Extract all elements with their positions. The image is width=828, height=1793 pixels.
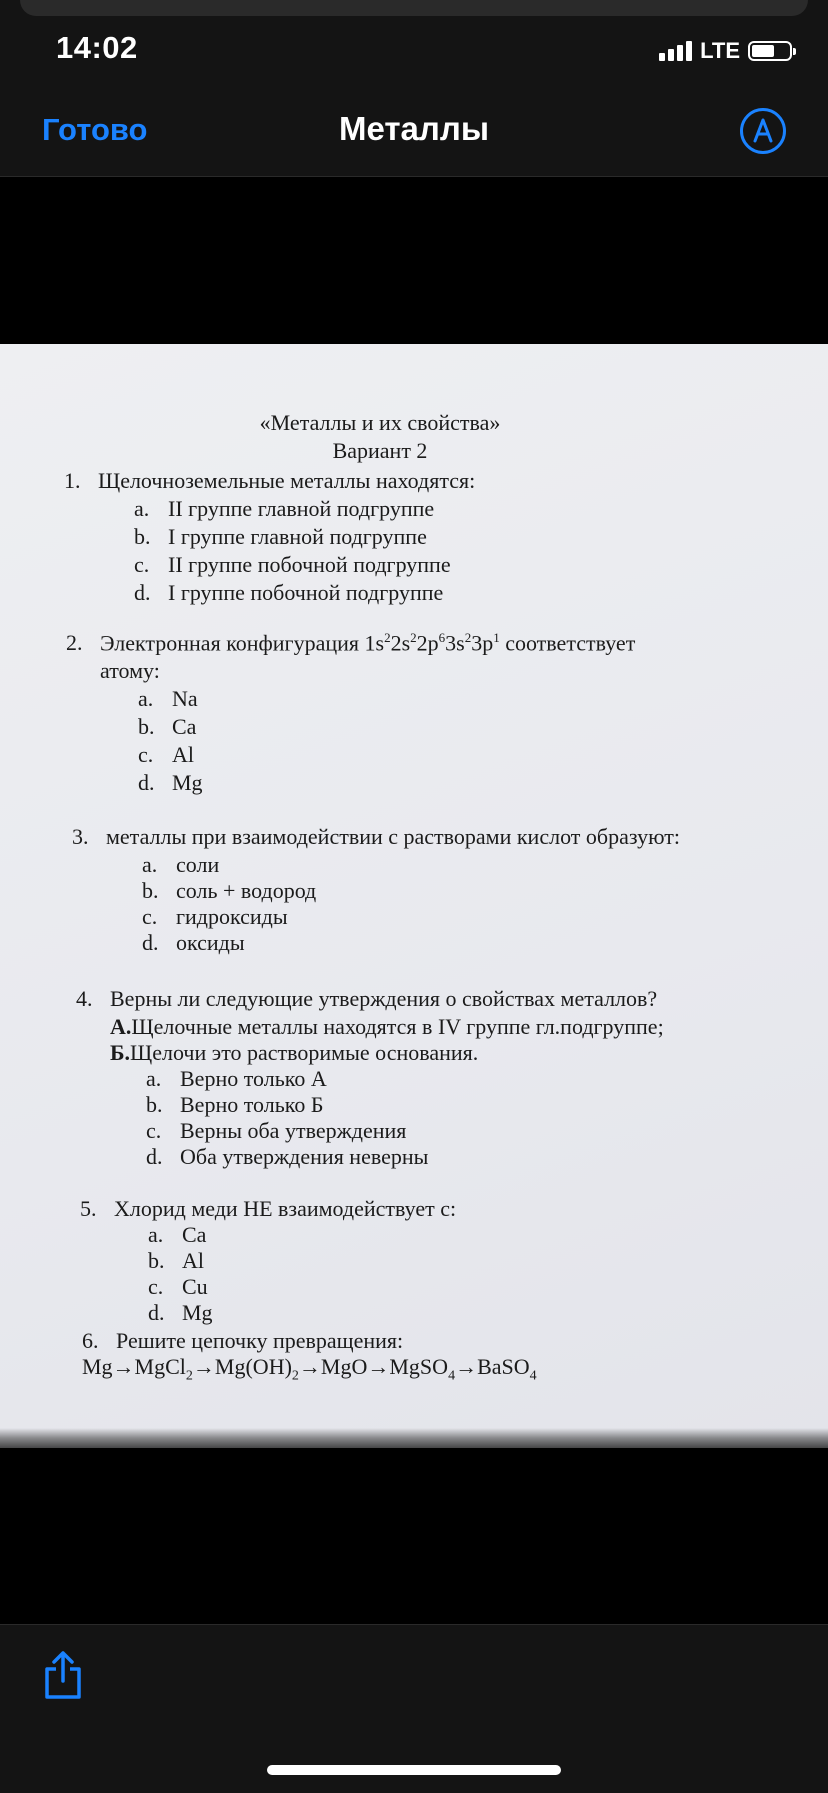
- page-title: Металлы: [338, 110, 490, 147]
- statement-b: [110, 1040, 478, 1066]
- statement-a-label: А.: [110, 1014, 132, 1039]
- question-text: Щелочноземельные металлы находятся:: [98, 468, 476, 493]
- option-letter: b.: [134, 524, 151, 549]
- option-letter: a.: [134, 496, 150, 521]
- status-indicators: [659, 38, 792, 64]
- statement-a: [110, 1014, 664, 1040]
- q4-option-d: [146, 1144, 428, 1170]
- option-text: Оба утверждения неверны: [180, 1144, 429, 1169]
- q2-option-d: [138, 770, 203, 796]
- battery-icon: [748, 41, 792, 61]
- q4-option-a: [146, 1066, 327, 1092]
- option-text: II группе побочной подгруппе: [168, 552, 451, 577]
- doc-title: «Металлы и их свойства»: [259, 410, 501, 435]
- home-indicator[interactable]: [267, 1765, 561, 1775]
- option-letter: a.: [138, 686, 154, 711]
- q1-option-a: [134, 496, 434, 522]
- q2-option-b: [138, 714, 196, 740]
- option-text: Na: [172, 686, 198, 711]
- option-text: Верны оба утверждения: [180, 1118, 407, 1143]
- status-bar-background: [20, 0, 808, 16]
- option-letter: b.: [148, 1248, 165, 1273]
- question-text-end: соответствует: [505, 630, 636, 656]
- option-letter: c.: [134, 552, 150, 577]
- question-number: 6.: [82, 1328, 99, 1353]
- option-letter: d.: [134, 580, 151, 605]
- chain-part: →BaSO: [455, 1354, 530, 1379]
- option-letter: d.: [138, 770, 155, 795]
- top-navigation-bar: [0, 0, 828, 177]
- option-letter: c.: [142, 904, 158, 929]
- markup-pen-icon[interactable]: [740, 108, 786, 154]
- q2-option-c: [138, 742, 194, 768]
- q1-option-d: [134, 580, 443, 606]
- question-5: [80, 1196, 456, 1222]
- status-time: 14:02: [56, 30, 138, 65]
- option-letter: c.: [138, 742, 154, 767]
- option-text: Al: [172, 742, 194, 767]
- q3-option-a: [142, 852, 219, 878]
- q5-option-b: [148, 1248, 204, 1274]
- q5-option-a: [148, 1222, 206, 1248]
- option-letter: c.: [148, 1274, 164, 1299]
- option-letter: a.: [142, 852, 158, 877]
- option-letter: d.: [146, 1144, 163, 1169]
- option-text: Ca: [182, 1222, 207, 1247]
- question-2: 2. Электронная конфигурация $1s^22s^22p^63s^23p^1$ соответствует: [66, 630, 636, 656]
- subscript: 2: [291, 1368, 299, 1384]
- question-6: [82, 1328, 403, 1354]
- option-text: I группе главной подгруппе: [168, 524, 427, 549]
- question-1: [64, 468, 475, 494]
- transformation-chain: [82, 1354, 537, 1384]
- option-text: Верно только А: [180, 1066, 327, 1091]
- question-3: [72, 824, 680, 850]
- q5-option-c: [148, 1274, 208, 1300]
- question-number: 1.: [64, 468, 81, 493]
- option-letter: d.: [142, 930, 159, 955]
- question-number: 5.: [80, 1196, 97, 1221]
- option-text: соли: [176, 852, 220, 877]
- question-text: металлы при взаимодействии с растворами кислот образуют:: [106, 824, 680, 849]
- doc-variant: Вариант 2: [332, 438, 428, 463]
- option-text: гидроксиды: [176, 904, 288, 929]
- option-text: Cu: [182, 1274, 208, 1299]
- option-letter: b.: [142, 878, 159, 903]
- option-letter: a.: [146, 1066, 162, 1091]
- bottom-toolbar: [0, 1624, 828, 1793]
- option-text: оксиды: [176, 930, 245, 955]
- q1-option-b: [134, 524, 427, 550]
- chain-part: Mg→MgCl: [82, 1354, 186, 1379]
- option-letter: d.: [148, 1300, 165, 1325]
- question-text: Хлорид меди НЕ взаимодействует с:: [114, 1196, 457, 1221]
- network-type: LTE: [700, 38, 740, 63]
- chain-part: →MgO→MgSO: [298, 1354, 449, 1379]
- q3-option-c: [142, 904, 288, 930]
- option-text: Mg: [182, 1300, 213, 1325]
- question-text-start: Электронная конфигурация 1s: [100, 630, 385, 656]
- option-text: I группе побочной подгруппе: [168, 580, 444, 605]
- question-2-line-2: атому:: [100, 658, 160, 683]
- option-text: II группе главной подгруппе: [168, 496, 435, 521]
- option-letter: c.: [146, 1118, 162, 1143]
- option-letter: b.: [138, 714, 155, 739]
- q4-option-b: [146, 1092, 323, 1118]
- subscript: 4: [448, 1368, 456, 1384]
- q3-option-d: [142, 930, 245, 956]
- done-button[interactable]: Готово: [42, 112, 148, 147]
- question-number: 3.: [72, 824, 89, 849]
- statement-b-label: Б.: [110, 1040, 131, 1065]
- question-text: Верны ли следующие утверждения о свойствах металлов?: [110, 986, 658, 1011]
- question-text: Решите цепочку превращения:: [116, 1328, 404, 1353]
- option-text: Верно только Б: [180, 1092, 324, 1117]
- q1-option-c: [134, 552, 451, 578]
- statement-b-text: Щелочи это растворимые основания.: [130, 1040, 479, 1065]
- q2-option-a: [138, 686, 198, 712]
- subscript: 2: [185, 1368, 193, 1384]
- q4-option-c: [146, 1118, 406, 1144]
- option-text: Al: [182, 1248, 204, 1273]
- option-text: соль + водород: [176, 878, 317, 903]
- option-text: Ca: [172, 714, 197, 739]
- question-number: 4.: [76, 986, 93, 1011]
- signal-icon: [659, 41, 692, 61]
- statement-a-text: Щелочные металлы находятся в IV группе гл.подгруппе;: [131, 1014, 664, 1039]
- question-number: 2.: [66, 630, 83, 656]
- option-text: Mg: [172, 770, 203, 795]
- chain-part: →Mg(OH): [192, 1354, 292, 1379]
- option-letter: b.: [146, 1092, 163, 1117]
- share-icon[interactable]: [42, 1649, 84, 1701]
- document-photo: [0, 344, 828, 1448]
- question-4: [76, 986, 657, 1012]
- subscript: 4: [529, 1368, 537, 1384]
- q5-option-d: [148, 1300, 213, 1326]
- option-letter: a.: [148, 1222, 164, 1247]
- q3-option-b: [142, 878, 316, 904]
